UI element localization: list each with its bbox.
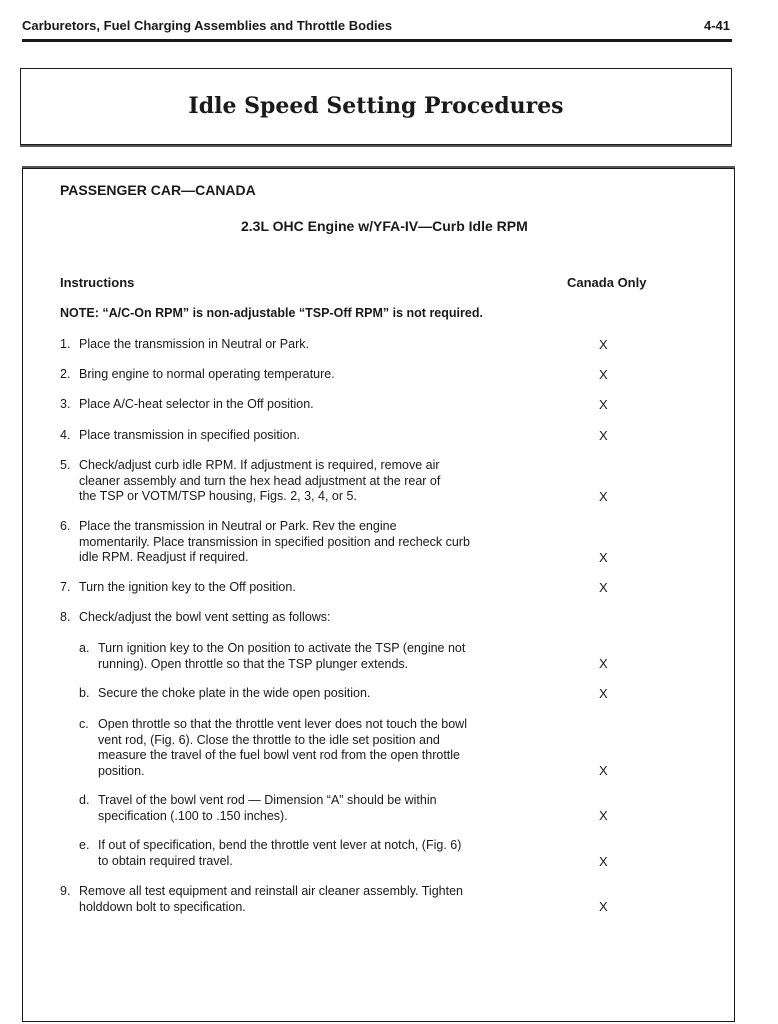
step-text: Place the transmission in Neutral or Park. Rev the engine momentarily. Place transmission in specified position and recheck curb idle RPM. Readjust if required. — [79, 519, 470, 564]
step-5-canada-mark: X — [599, 489, 608, 504]
step-text: Open throttle so that the throttle vent lever does not touch the bowl vent rod, (Fig. 6). Close the throttle to the idle set position and measure the travel of the fuel bowl vent rod from the open throttle position. — [98, 717, 467, 778]
step-2-canada-mark: X — [599, 367, 608, 382]
note: NOTE: “A/C-On RPM” is non-adjustable “TSP-Off RPM” is not required. — [60, 306, 483, 320]
title-box — [20, 68, 732, 145]
step-number: 4. — [60, 428, 71, 442]
step-text: Check/adjust curb idle RPM. If adjustment is required, remove air cleaner assembly and turn the hex head adjustment at the rear of the TSP or VOTM/TSP housing, Figs. 2, 3, 4, or 5. — [79, 458, 441, 503]
step-text: Turn the ignition key to the Off position. — [79, 580, 296, 594]
step-4-canada-mark: X — [599, 428, 608, 443]
running-header — [22, 17, 732, 42]
step-number: 2. — [60, 367, 71, 381]
step-number: b. — [79, 686, 90, 700]
chapter-title: Carburetors, Fuel Charging Assemblies and Throttle Bodies — [22, 18, 393, 33]
step-number: e. — [79, 838, 90, 852]
page-number: 4-41 — [703, 18, 730, 33]
step-8d-canada-mark: X — [599, 808, 608, 823]
step-number: 7. — [60, 580, 71, 594]
step-text: Place the transmission in Neutral or Park. — [79, 337, 309, 351]
step-number: 9. — [60, 884, 71, 898]
step-number: d. — [79, 793, 90, 807]
procedure-box — [22, 168, 735, 1022]
step-number: 6. — [60, 519, 71, 533]
engine-heading: 2.3L OHC Engine w/YFA-IV—Curb Idle RPM — [241, 218, 528, 234]
step-text: Remove all test equipment and reinstall air cleaner assembly. Tighten holddown bolt to specification. — [79, 884, 463, 914]
step-number: 1. — [60, 337, 71, 351]
canada-only-column-header: Canada Only — [567, 275, 647, 290]
step-3-canada-mark: X — [599, 397, 608, 412]
step-text: Place A/C-heat selector in the Off position. — [79, 397, 314, 411]
step-text: Bring engine to normal operating temperature. — [79, 367, 335, 381]
step-8e-canada-mark: X — [599, 854, 608, 869]
step-1-canada-mark: X — [599, 337, 608, 352]
step-9-canada-mark: X — [599, 899, 608, 914]
step-8c-canada-mark: X — [599, 763, 608, 778]
instructions-column-header: Instructions — [60, 275, 135, 290]
step-text: Turn ignition key to the On position to activate the TSP (engine not running). Open throttle so that the TSP plunger extends. — [98, 641, 466, 671]
section-heading: PASSENGER CAR—CANADA — [60, 182, 256, 198]
step-number: 3. — [60, 397, 71, 411]
step-text: Place transmission in specified position. — [79, 428, 300, 442]
step-text: Secure the choke plate in the wide open position. — [98, 686, 371, 700]
page-title: Idle Speed Setting Procedures — [188, 93, 564, 119]
step-7-canada-mark: X — [599, 580, 608, 595]
step-number: 5. — [60, 458, 71, 472]
step-text: Travel of the bowl vent rod — Dimension “A” should be within specification (.100 to .150 inches). — [98, 793, 437, 823]
step-number: 8. — [60, 610, 71, 624]
step-8b-canada-mark: X — [599, 686, 608, 701]
step-6-canada-mark: X — [599, 550, 608, 565]
step-text: Check/adjust the bowl vent setting as follows: — [79, 610, 331, 624]
step-8a-canada-mark: X — [599, 656, 608, 671]
step-text: If out of specification, bend the throttle vent lever at notch, (Fig. 6) to obtain required travel. — [98, 838, 462, 868]
step-number: c. — [79, 717, 89, 731]
step-number: a. — [79, 641, 90, 655]
